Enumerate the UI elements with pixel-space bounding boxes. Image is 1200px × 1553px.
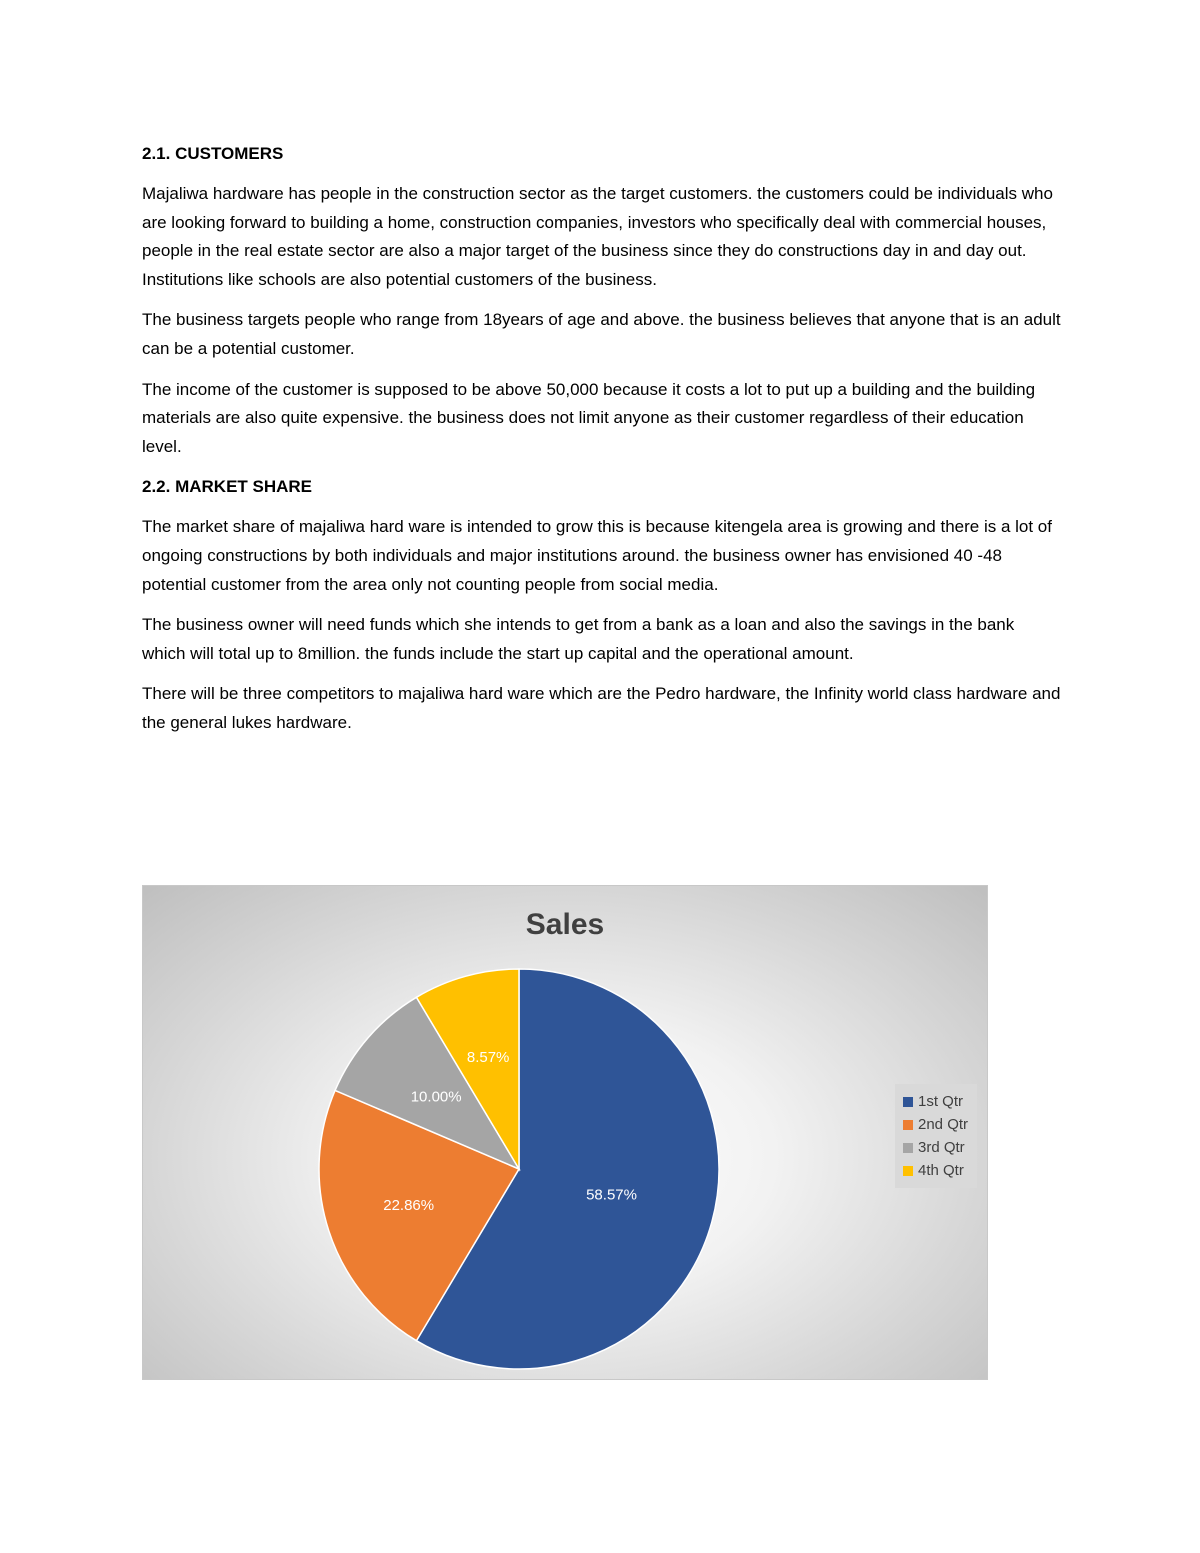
section-heading-market-share: 2.2. MARKET SHARE	[142, 477, 313, 497]
paragraph: Majaliwa hardware has people in the construction sector as the target customers. the customers could be individuals who are looking forward to building a home, construction companies, investors who specifically deal with commercial houses, people in the real estate sector are also a major target of the business since they do constructions day in and day out. Institutions like schools are also potential customers of the business.	[142, 184, 1053, 289]
document-body	[142, 140, 1062, 750]
data-label-4: 8.57%	[466, 1049, 510, 1067]
data-label-2: 22.86%	[383, 1196, 435, 1214]
paragraph: The business owner will need funds which she intends to get from a bank as a loan and also the savings in the bank which will total up to 8million. the funds include the start up capital and the operational amount.	[142, 615, 1015, 663]
legend-swatch	[903, 1143, 913, 1153]
legend-label: 3rd Qtr	[918, 1139, 965, 1156]
chart-legend	[895, 1084, 977, 1188]
data-label-1: 58.57%	[586, 1186, 637, 1204]
paragraph: The business targets people who range from 18years of age and above. the business believes that anyone that is an adult can be a potential customer.	[142, 310, 1061, 358]
legend-swatch	[903, 1120, 913, 1130]
chart-title: Sales	[525, 908, 605, 941]
paragraph: The income of the customer is supposed to be above 50,000 because it costs a lot to put up a building and the building materials are also quite expensive. the business does not limit anyone as their customer regardless of their education level.	[142, 379, 1036, 456]
paragraph: The market share of majaliwa hard ware is intended to grow this is because kitengela area is growing and there is a lot of ongoing constructions by both individuals and major institutions around. the business owner has envisioned 40 -48 potential customer from the area only not counting people from social media.	[142, 517, 1052, 594]
legend-item-2	[903, 1113, 977, 1136]
legend-item-1	[903, 1090, 977, 1113]
paragraph: There will be three competitors to majaliwa hard ware which are the Pedro hardware, the Infinity world class hardware and the general lukes hardware.	[142, 684, 1061, 732]
legend-swatch	[903, 1166, 913, 1176]
legend-item-3	[903, 1136, 977, 1159]
legend-label: 4th Qtr	[918, 1162, 964, 1179]
pie-plot	[143, 886, 989, 1381]
legend-swatch	[903, 1097, 913, 1107]
sales-pie-chart	[142, 885, 988, 1380]
section-heading-customers: 2.1. CUSTOMERS	[142, 144, 284, 163]
legend-label: 2nd Qtr	[918, 1116, 969, 1133]
legend-item-4	[903, 1159, 977, 1182]
data-label-3: 10.00%	[410, 1088, 462, 1106]
legend-label: 1st Qtr	[918, 1093, 964, 1110]
